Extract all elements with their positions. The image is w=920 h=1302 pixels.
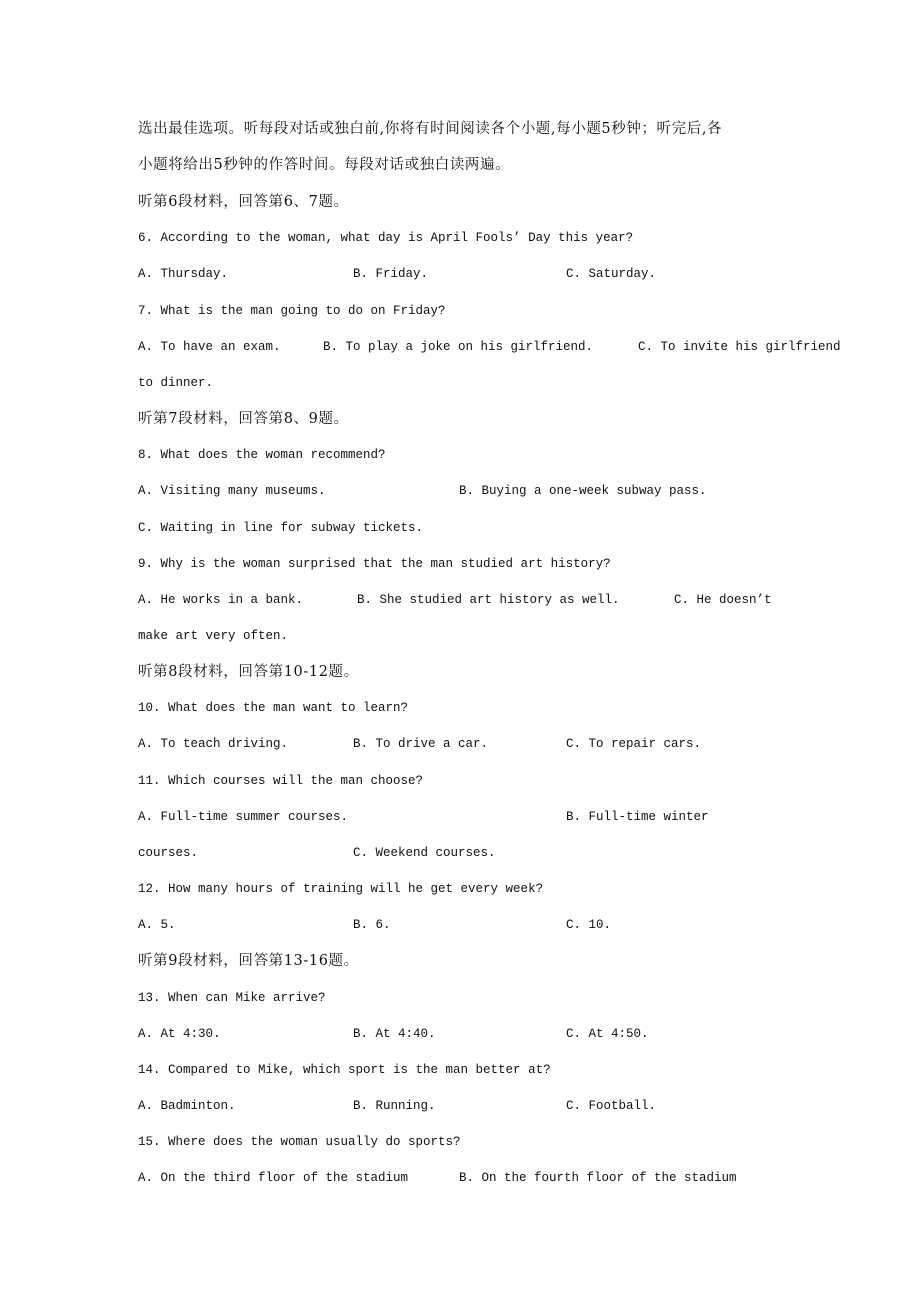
option-b: B. To play a joke on his girlfriend. <box>323 340 594 354</box>
options-row <box>0 1096 920 1116</box>
question <box>0 1132 920 1152</box>
option-a: A. Thursday. <box>138 267 229 281</box>
question <box>0 445 920 465</box>
section-heading-text: 听第9段材料，回答第13-16题。 <box>138 953 359 969</box>
options-row <box>0 481 920 501</box>
option-a: A. 5. <box>138 918 176 932</box>
section-heading-text: 听第8段材料，回答第10-12题。 <box>138 664 359 680</box>
question <box>0 1060 920 1080</box>
options-row <box>0 915 920 935</box>
option-a: A. To have an exam. <box>138 340 281 354</box>
options-row <box>0 337 920 357</box>
option-c-cont: to dinner. <box>138 376 214 390</box>
option-c: C. To invite his girlfriend <box>638 340 841 354</box>
question-text: 7. What is the man going to do on Friday? <box>138 304 446 318</box>
option-c-cont: make art very often. <box>138 629 289 643</box>
option-a: A. He works in a bank. <box>138 593 304 607</box>
question-text: 10. What does the man want to learn? <box>138 701 409 715</box>
option-c: C. Football. <box>566 1099 657 1113</box>
options-row <box>0 518 920 538</box>
instruction-line <box>0 119 920 139</box>
section-heading <box>0 951 920 971</box>
section-heading <box>0 662 920 682</box>
options-row <box>0 843 920 863</box>
option-a: A. To teach driving. <box>138 737 289 751</box>
question <box>0 988 920 1008</box>
question-text: 15. Where does the woman usually do sports? <box>138 1135 461 1149</box>
options-row <box>0 807 920 827</box>
question <box>0 301 920 321</box>
question-text: 12. How many hours of training will he get every week? <box>138 882 544 896</box>
option-c: C. Waiting in line for subway tickets. <box>138 521 424 535</box>
option-b: B. Buying a one-week subway pass. <box>459 484 707 498</box>
question <box>0 771 920 791</box>
question <box>0 698 920 718</box>
options-row <box>0 1168 920 1188</box>
question <box>0 554 920 574</box>
options-row <box>0 626 920 646</box>
question <box>0 879 920 899</box>
option-c: C. Saturday. <box>566 267 657 281</box>
option-b: B. Full-time winter <box>566 810 709 824</box>
option-b: B. Running. <box>353 1099 436 1113</box>
option-a: A. Full-time summer courses. <box>138 810 349 824</box>
option-b: B. Friday. <box>353 267 429 281</box>
options-row <box>0 1024 920 1044</box>
option-b: B. At 4:40. <box>353 1027 436 1041</box>
question-text: 14. Compared to Mike, which sport is the man better at? <box>138 1063 551 1077</box>
option-b-cont: courses. <box>138 846 199 860</box>
option-a: A. At 4:30. <box>138 1027 221 1041</box>
option-a: A. Badminton. <box>138 1099 236 1113</box>
question-text: 6. According to the woman, what day is April Fools’ Day this year? <box>138 231 634 245</box>
question <box>0 228 920 248</box>
option-b: B. To drive a car. <box>353 737 489 751</box>
option-c: C. To repair cars. <box>566 737 702 751</box>
instruction-line <box>0 155 920 175</box>
option-b: B. 6. <box>353 918 391 932</box>
question-text: 11. Which courses will the man choose? <box>138 774 424 788</box>
option-b: B. On the fourth floor of the stadium <box>459 1171 737 1185</box>
options-row <box>0 373 920 393</box>
option-a: A. Visiting many museums. <box>138 484 326 498</box>
options-row <box>0 264 920 284</box>
section-heading <box>0 409 920 429</box>
section-heading-text: 听第7段材料，回答第8、9题。 <box>138 411 349 427</box>
instruction-text: 小题将给出5秒钟的作答时间。每段对话或独白读两遍。 <box>138 157 511 173</box>
instruction-text: 选出最佳选项。听每段对话或独白前,你将有时间阅读各个小题,每小题5秒钟；听完后,各 <box>138 121 723 137</box>
question-text: 8. What does the woman recommend? <box>138 448 386 462</box>
option-c: C. Weekend courses. <box>353 846 496 860</box>
option-a: A. On the third floor of the stadium <box>138 1171 409 1185</box>
question-text: 13. When can Mike arrive? <box>138 991 326 1005</box>
option-c: C. At 4:50. <box>566 1027 649 1041</box>
option-c: C. He doesn’t <box>674 593 772 607</box>
options-row <box>0 734 920 754</box>
options-row <box>0 590 920 610</box>
section-heading-text: 听第6段材料，回答第6、7题。 <box>138 194 349 210</box>
section-heading <box>0 192 920 212</box>
option-b: B. She studied art history as well. <box>357 593 620 607</box>
question-text: 9. Why is the woman surprised that the man studied art history? <box>138 557 611 571</box>
option-c: C. 10. <box>566 918 612 932</box>
